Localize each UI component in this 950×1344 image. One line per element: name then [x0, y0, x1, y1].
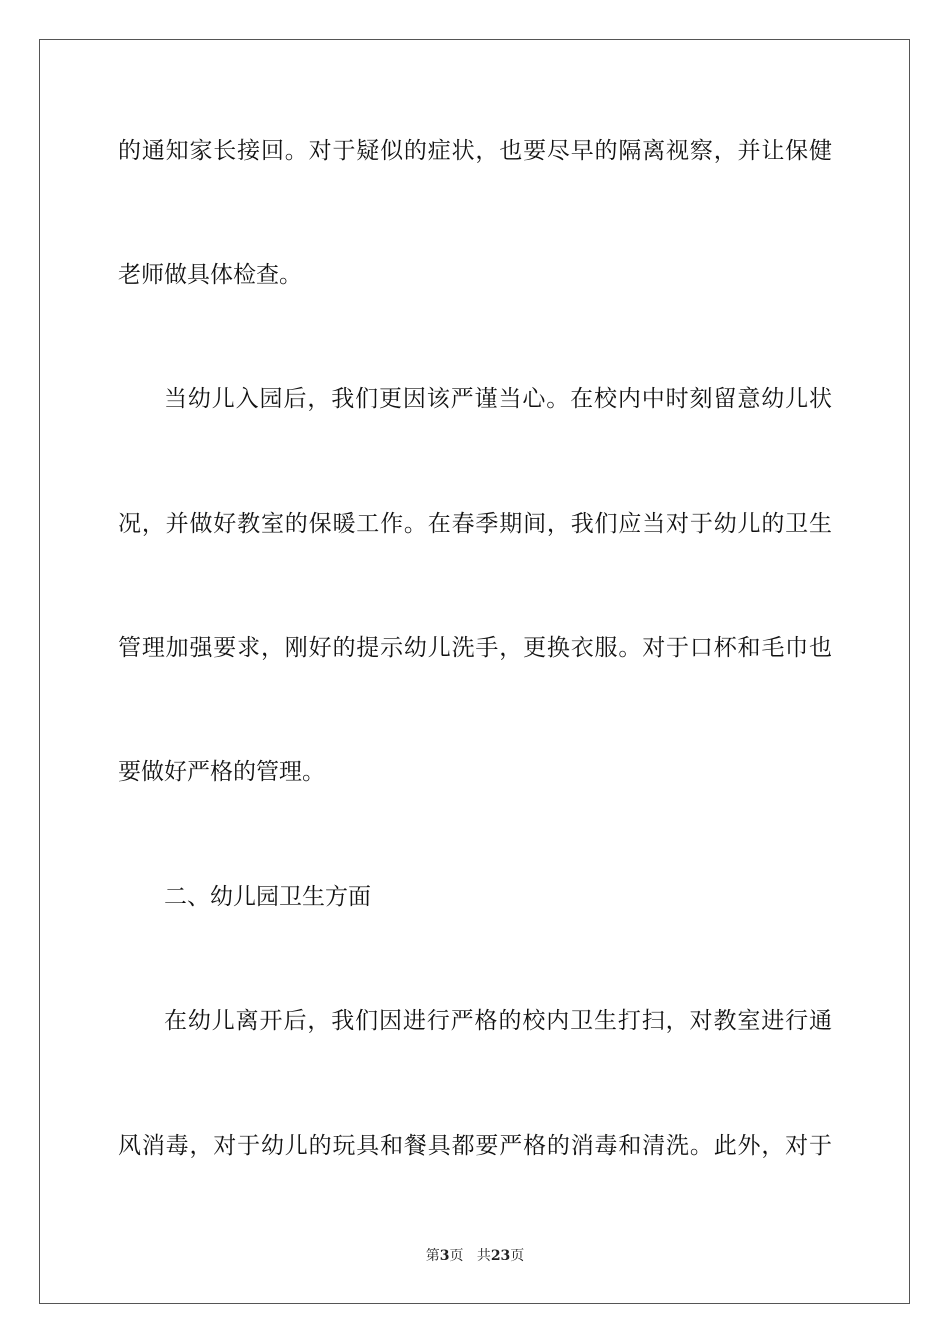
page-footer [0, 1247, 950, 1265]
total-pages-suffix: 页 [510, 1248, 525, 1264]
section-heading: 二、幼儿园卫生方面 [164, 884, 371, 910]
body-text-line: 当幼儿入园后，我们更因该严谨当心。在校内中时刻留意幼儿状 [164, 386, 832, 412]
body-text-line: 在幼儿离开后，我们因进行严格的校内卫生打扫，对教室进行通 [164, 1008, 832, 1034]
total-pages-prefix: 共 [476, 1248, 491, 1264]
page-number: 3 [439, 1248, 450, 1264]
body-text-line: 要做好严格的管理。 [118, 759, 325, 785]
page-border [39, 39, 910, 1304]
body-text-line: 管理加强要求，刚好的提示幼儿洗手，更换衣服。对于口杯和毛巾也 [118, 635, 832, 661]
body-text-line: 老师做具体检查。 [118, 262, 302, 288]
body-text-line: 况，并做好教室的保暖工作。在春季期间，我们应当对于幼儿的卫生 [118, 511, 832, 537]
total-pages: 23 [490, 1248, 511, 1264]
page-number-prefix: 第 [425, 1248, 440, 1264]
body-text-line: 风消毒，对于幼儿的玩具和餐具都要严格的消毒和清洗。此外，对于 [118, 1133, 832, 1159]
page-number-suffix: 页 [449, 1248, 464, 1264]
body-text-line: 的通知家长接回。对于疑似的症状，也要尽早的隔离视察，并让保健 [118, 138, 832, 164]
